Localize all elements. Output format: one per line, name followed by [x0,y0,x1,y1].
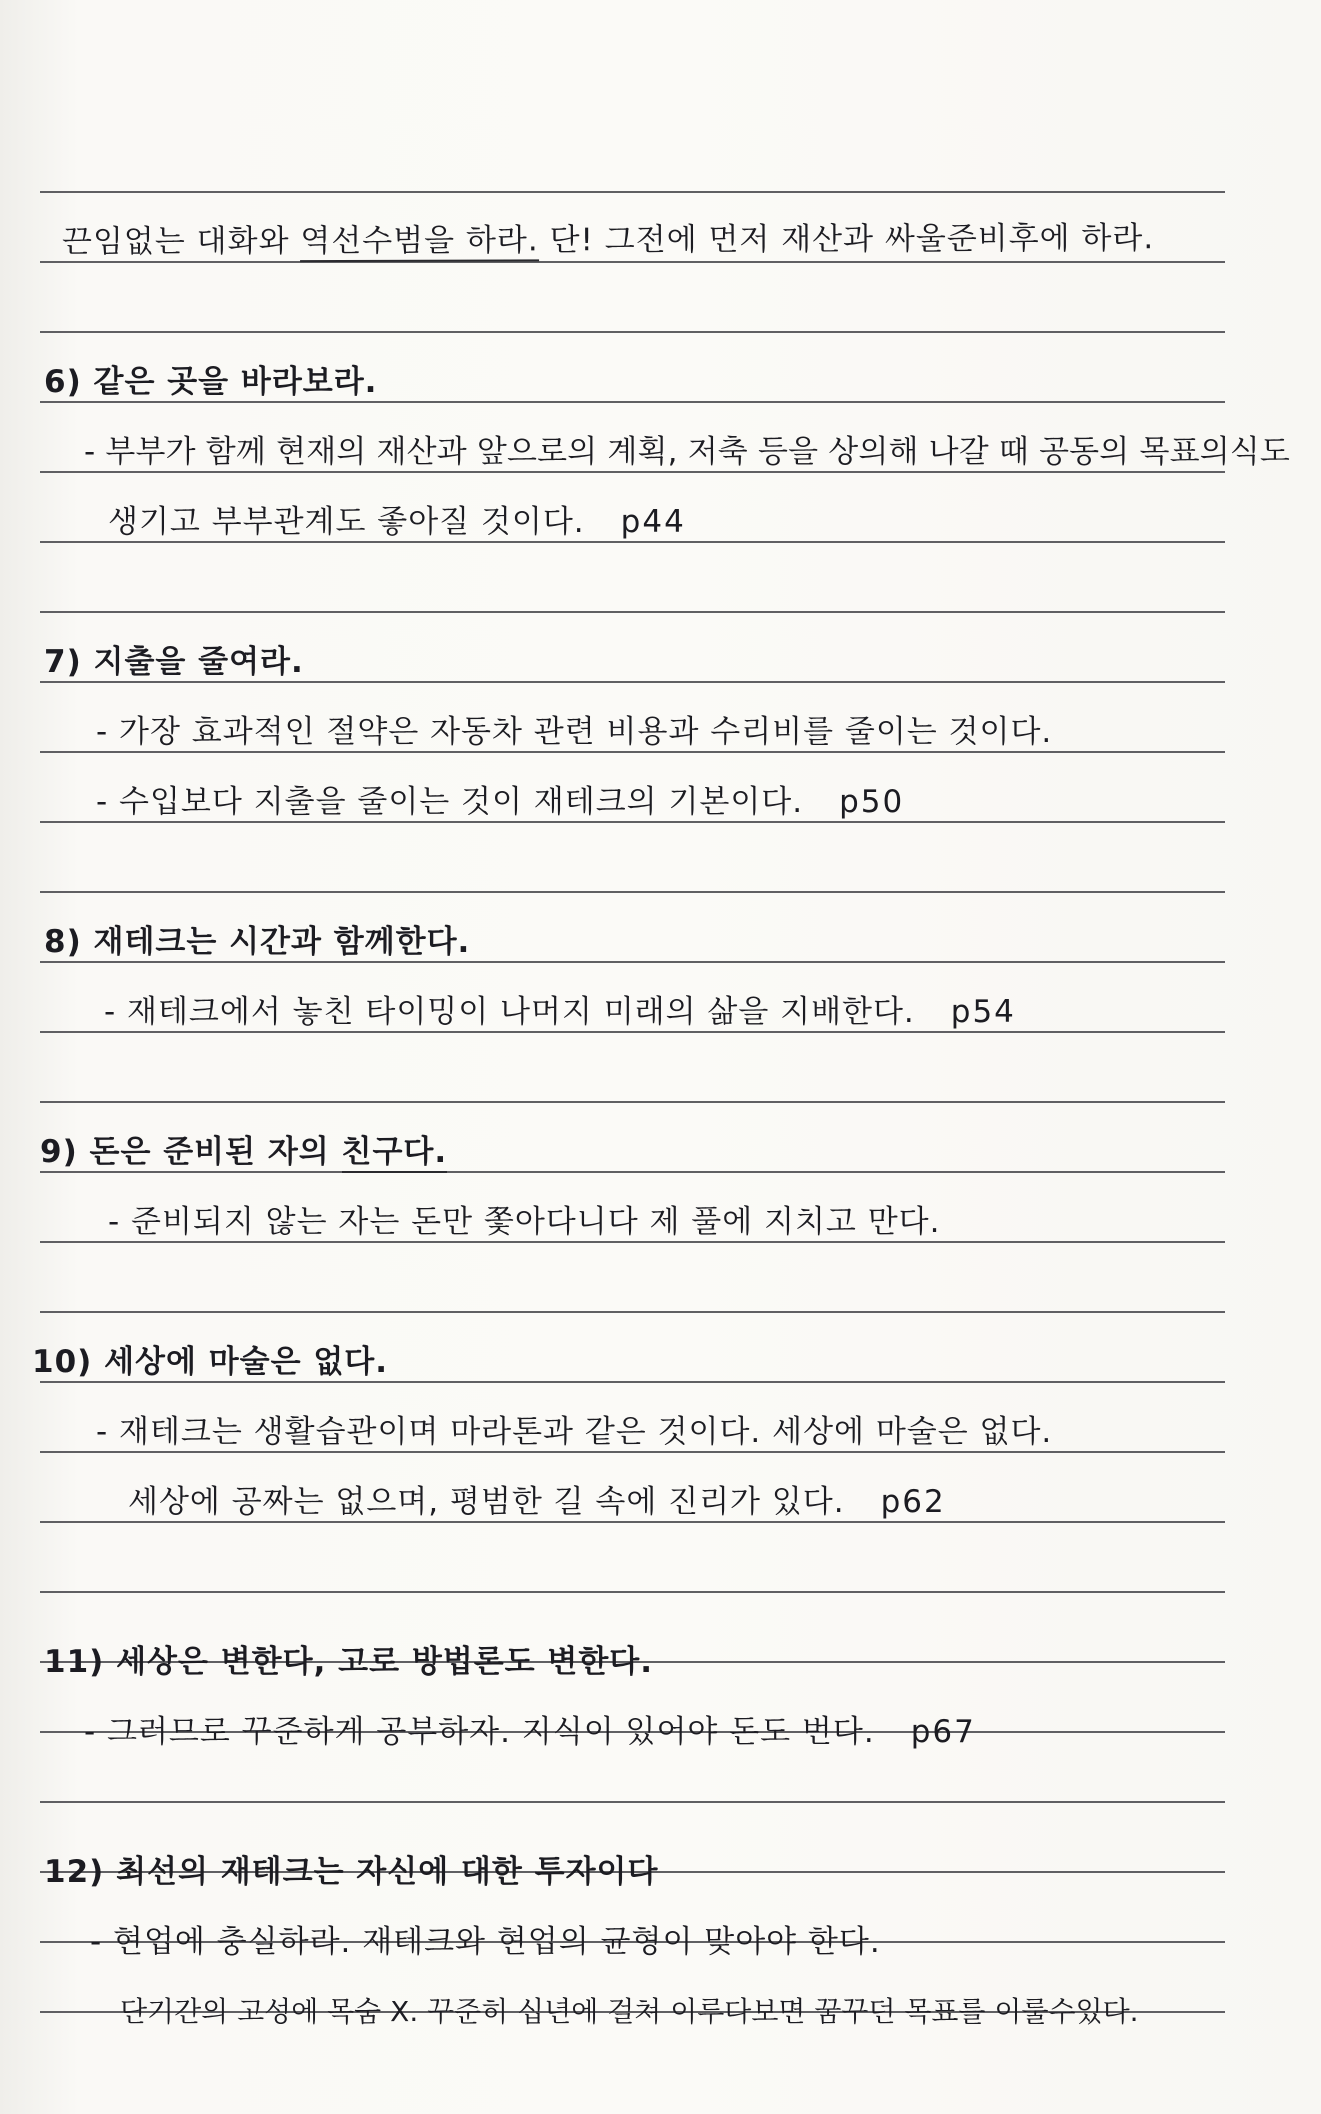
page-reference: p67 [910,1714,976,1750]
section-8-heading: 8) 재테크는 시간과 함께한다. [44,924,471,960]
section-10-item-2 [128,1482,946,1522]
section-11-item-1-text: - 그러므로 꾸준하게 공부하자. 지식이 있어야 돈도 번다. [84,1714,875,1750]
ruled-line [40,191,1225,193]
section-12-item-2: 단기간의 고성에 목숨 X. 꾸준히 십년에 걸쳐 이루다보면 꿈꾸던 목표를 이룰수있다. [120,1995,1139,2028]
section-9-item-1: - 준비되지 않는 자는 돈만 쫓아다니다 제 풀에 지치고 만다. [108,1204,941,1240]
ruled-line [40,891,1225,893]
ruled-line [40,1311,1225,1313]
section-6-item-2 [108,502,686,542]
section-7-item-2 [96,782,904,822]
section-8-item-1-text: - 재테크에서 놓친 타이밍이 나머지 미래의 삶을 지배한다. [104,994,915,1030]
section-10-item-2-text: 세상에 공짜는 없으며, 평범한 길 속에 진리가 있다. [128,1484,845,1520]
section-9-heading [40,1132,447,1172]
ruled-line [40,611,1225,613]
intro-text-cont: 단! 그전에 먼저 재산과 싸울준비후에 하라. [538,220,1155,259]
section-12-item-1: - 현업에 충실하라. 재테크와 현업의 균형이 맞아야 한다. [90,1924,881,1960]
section-6-item-2-text: 생기고 부부관계도 좋아질 것이다. [108,504,585,540]
section-9-heading-text: 9) 돈은 준비된 자의 [40,1134,342,1170]
intro-text: 끈임없는 대화와 [61,223,301,260]
section-11-heading: 11) 세상은 변한다, 고로 방법론도 변한다. [44,1644,654,1680]
section-6-heading: 6) 같은 곳을 바라보라. [44,364,378,400]
ruled-line [40,1101,1225,1103]
ruled-line [40,1591,1225,1593]
section-9-heading-underlined: 친구다. [342,1134,448,1173]
section-7-heading: 7) 지출을 줄여라. [44,644,304,680]
page-reference: p50 [839,784,905,820]
section-11-item-1 [84,1712,976,1752]
intro-line [62,218,1154,262]
section-6-item-1: - 부부가 함께 현재의 재산과 앞으로의 계획, 저축 등을 상의해 나갈 때 공동의 목표의식도 [84,434,1291,470]
section-8-item-1 [104,992,1016,1032]
page-reference: p62 [880,1484,946,1520]
ruled-line [40,1801,1225,1803]
section-12-heading: 12) 최선의 재테크는 자신에 대한 투자이다 [44,1854,659,1890]
page-reference: p54 [950,994,1016,1030]
ruled-line [40,331,1225,333]
section-10-heading: 10) 세상에 마술은 없다. [32,1344,389,1380]
section-10-item-1: - 재테크는 생활습관이며 마라톤과 같은 것이다. 세상에 마술은 없다. [96,1414,1053,1450]
page-reference: p44 [620,504,686,540]
section-7-item-1: - 가장 효과적인 절약은 자동차 관련 비용과 수리비를 줄이는 것이다. [96,714,1053,750]
intro-underlined-text: 역선수범을 하라. [300,222,538,262]
section-7-item-2-text: - 수입보다 지출을 줄이는 것이 재테크의 기본이다. [96,784,804,820]
